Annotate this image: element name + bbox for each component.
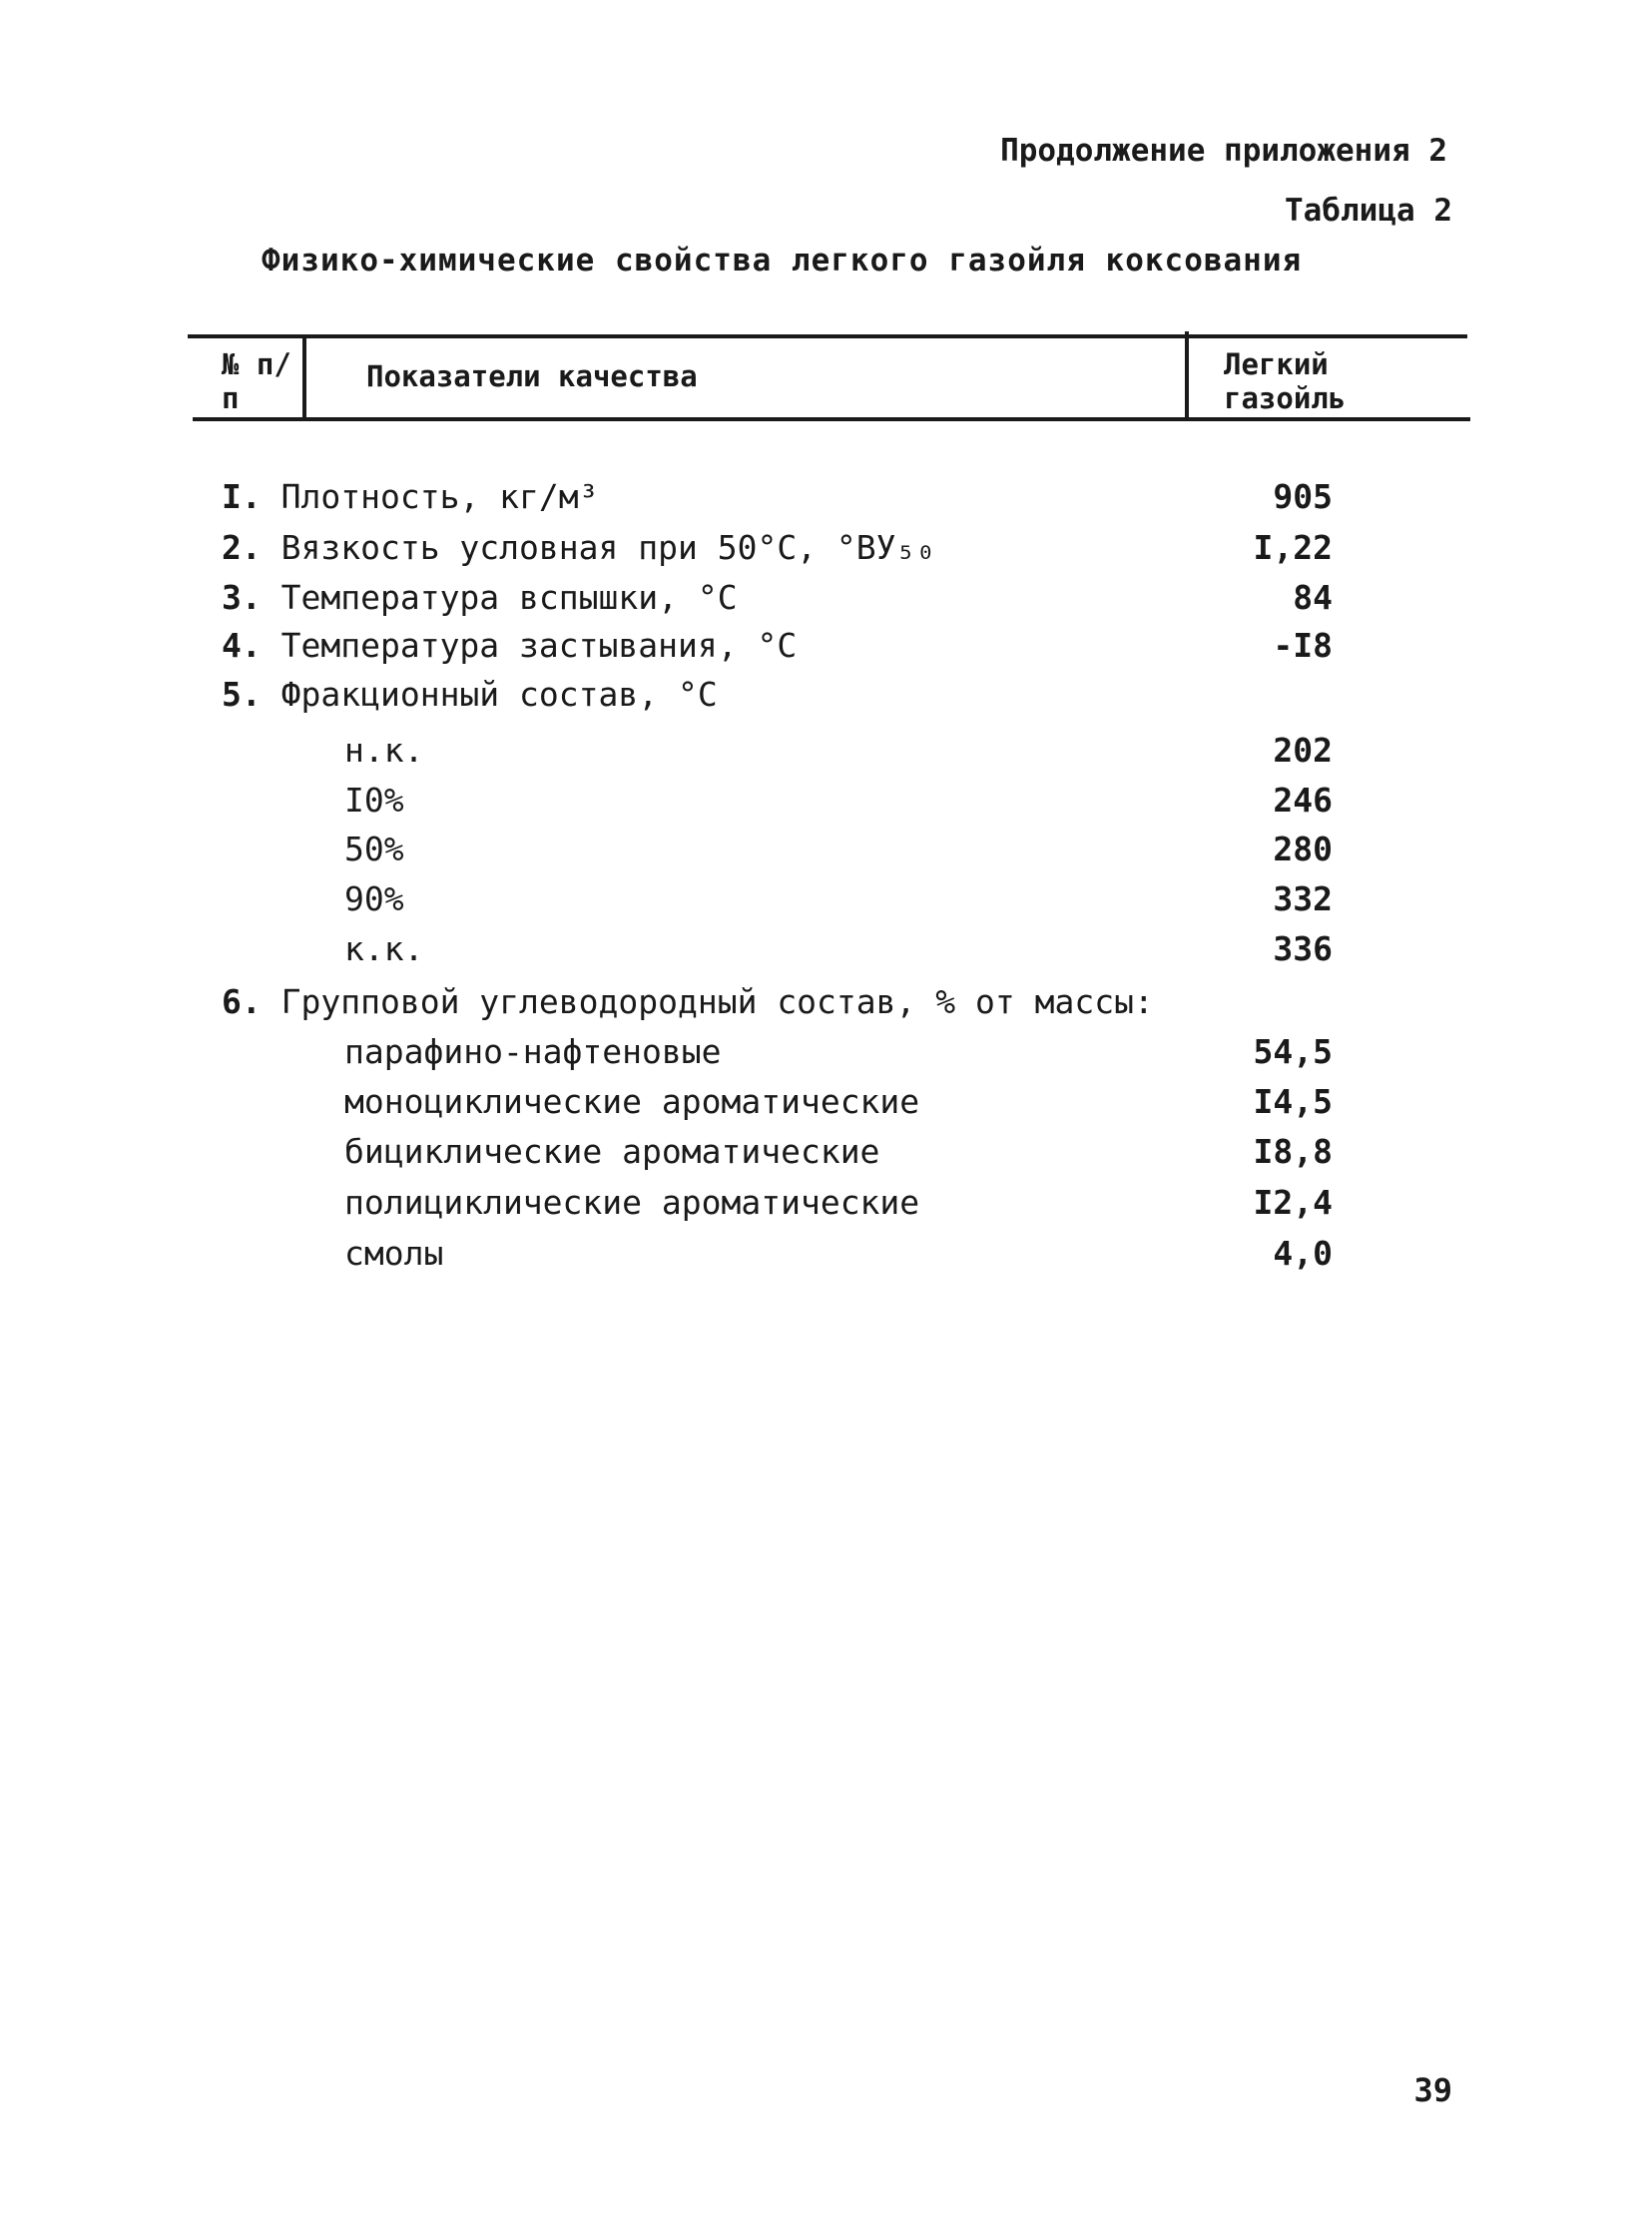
column-divider-2 bbox=[1185, 331, 1189, 420]
table-row bbox=[0, 1128, 1652, 1176]
row-text: 90% bbox=[344, 879, 404, 918]
table-header-rule bbox=[193, 417, 1470, 421]
table-row bbox=[0, 727, 1652, 775]
table-row bbox=[0, 1078, 1652, 1126]
row-text: моноциклические ароматические bbox=[344, 1082, 920, 1121]
row-value: 84 bbox=[1293, 578, 1333, 617]
row-label bbox=[344, 1179, 919, 1227]
row-text: 50% bbox=[344, 830, 404, 868]
row-label bbox=[344, 1028, 722, 1076]
table-row bbox=[0, 473, 1652, 521]
row-text: к.к. bbox=[344, 929, 424, 968]
table-label: Таблица 2 bbox=[1285, 193, 1452, 229]
row-text: I0% bbox=[344, 781, 404, 820]
table-row bbox=[0, 574, 1652, 622]
table-row bbox=[0, 925, 1652, 973]
row-label bbox=[344, 727, 423, 775]
row-number: 2. bbox=[222, 528, 262, 567]
row-label bbox=[344, 1128, 879, 1176]
table-row bbox=[0, 826, 1652, 873]
row-value: I8,8 bbox=[1253, 1132, 1333, 1171]
table-row bbox=[0, 875, 1652, 923]
row-value: 332 bbox=[1273, 879, 1333, 918]
row-text: Групповой углеводородный состав, % от массы: bbox=[280, 982, 1154, 1021]
column-divider-1 bbox=[302, 334, 306, 420]
table-row bbox=[0, 671, 1652, 719]
row-value: 246 bbox=[1273, 781, 1333, 820]
row-number: 5. bbox=[222, 675, 262, 714]
row-value: -I8 bbox=[1273, 626, 1333, 665]
row-text: парафино-нафтеновые bbox=[344, 1032, 722, 1071]
appendix-continuation-label: Продолжение приложения 2 bbox=[1000, 133, 1447, 169]
row-value: 905 bbox=[1273, 477, 1333, 516]
row-label bbox=[222, 671, 718, 719]
row-label bbox=[344, 1078, 919, 1126]
row-label bbox=[222, 622, 797, 670]
row-value: I2,4 bbox=[1253, 1183, 1333, 1222]
row-value: I,22 bbox=[1253, 528, 1333, 567]
row-label bbox=[344, 925, 423, 973]
page-number: 39 bbox=[1413, 2071, 1452, 2109]
row-label bbox=[344, 875, 404, 923]
row-value: 280 bbox=[1273, 830, 1333, 868]
row-number: I. bbox=[222, 477, 262, 516]
row-value: I4,5 bbox=[1253, 1082, 1333, 1121]
table-row bbox=[0, 777, 1652, 825]
row-label bbox=[222, 574, 738, 622]
row-label bbox=[222, 524, 935, 572]
row-number: 4. bbox=[222, 626, 262, 665]
table-row bbox=[0, 1230, 1652, 1278]
row-number: 3. bbox=[222, 578, 262, 617]
row-text: полициклические ароматические bbox=[344, 1183, 920, 1222]
table-title: Физико-химические свойства легкого газойля коксования bbox=[262, 243, 1303, 279]
table-row bbox=[0, 978, 1652, 1026]
row-number: 6. bbox=[222, 982, 262, 1021]
row-value: 336 bbox=[1273, 929, 1333, 968]
row-text: Вязкость условная при 50°С, °ВУ₅₀ bbox=[280, 528, 936, 567]
row-text: Температура застывания, °С bbox=[280, 626, 798, 665]
row-text: н.к. bbox=[344, 731, 424, 770]
row-label bbox=[222, 473, 599, 521]
table-row bbox=[0, 622, 1652, 670]
table-row bbox=[0, 1028, 1652, 1076]
row-text: бициклические ароматические bbox=[344, 1132, 880, 1171]
row-value: 4,0 bbox=[1273, 1234, 1333, 1273]
row-label bbox=[344, 777, 404, 825]
row-label bbox=[222, 978, 1154, 1026]
row-text: Плотность, кг/м³ bbox=[280, 477, 599, 516]
table-row bbox=[0, 524, 1652, 572]
column-header-value: Легкий газойль bbox=[1224, 347, 1347, 415]
row-label bbox=[344, 826, 404, 873]
column-header-indicator: Показатели качества bbox=[366, 359, 698, 393]
table-row bbox=[0, 1179, 1652, 1227]
row-value: 54,5 bbox=[1253, 1032, 1333, 1071]
row-value: 202 bbox=[1273, 731, 1333, 770]
row-text: Температура вспышки, °С bbox=[280, 578, 738, 617]
row-text: смолы bbox=[344, 1234, 444, 1273]
row-text: Фракционный состав, °С bbox=[280, 675, 718, 714]
table-top-rule bbox=[188, 334, 1467, 338]
row-label bbox=[344, 1230, 443, 1278]
column-header-number: № п/п bbox=[222, 347, 291, 415]
